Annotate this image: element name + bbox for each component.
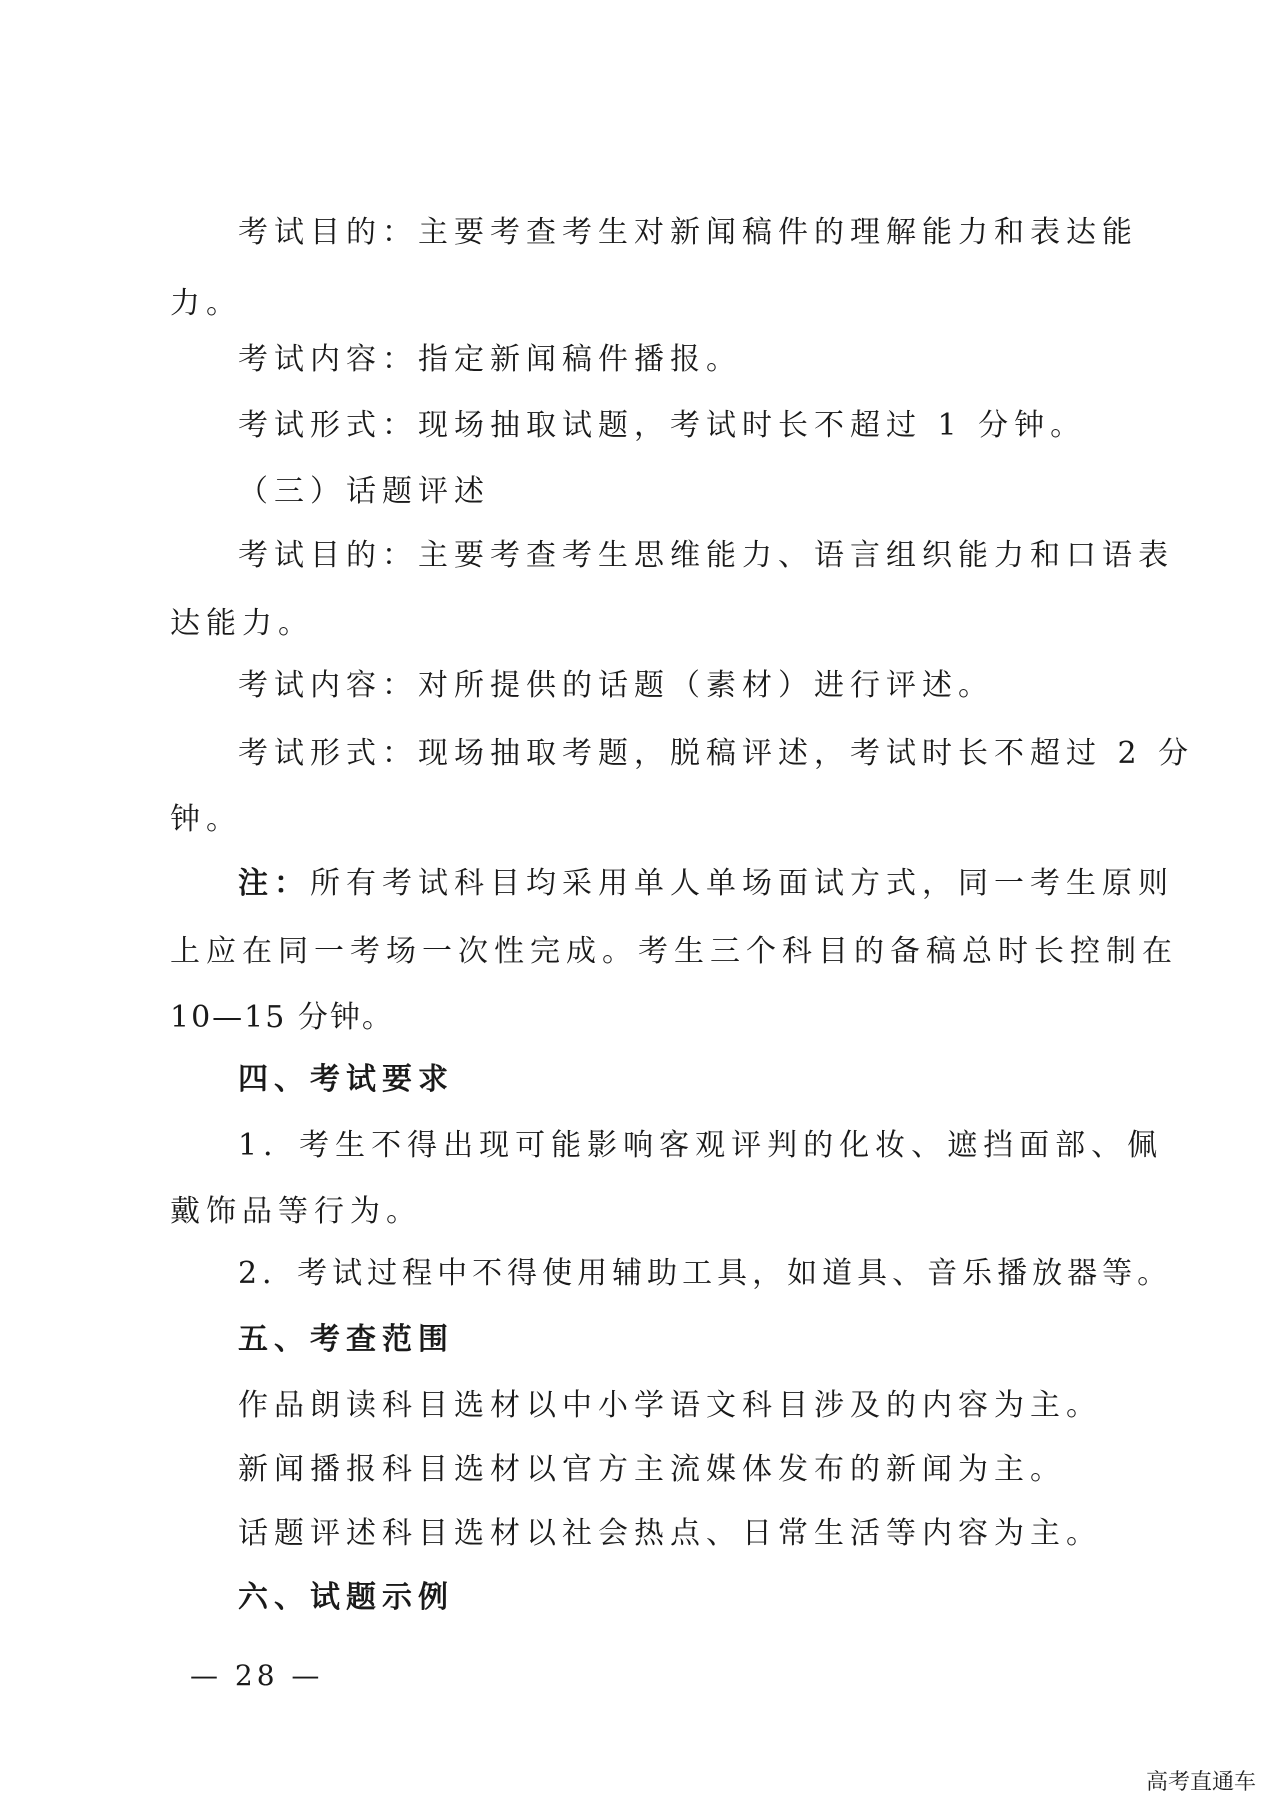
paragraph-line: 2．考试过程中不得使用辅助工具，如道具、音乐播放器等。 xyxy=(238,1256,1173,1291)
paragraph-line: 10—15 分钟。 xyxy=(170,1000,394,1035)
page-number: — 28 — xyxy=(190,1659,324,1692)
note-label: 注： xyxy=(238,866,310,901)
paragraph-line: 作品朗读科目选材以中小学语文科目涉及的内容为主。 xyxy=(238,1388,1102,1423)
paragraph-line: 考试内容：对所提供的话题（素材）进行评述。 xyxy=(238,668,994,703)
paragraph-line: 达能力。 xyxy=(170,606,314,641)
paragraph-line: 考试内容：指定新闻稿件播报。 xyxy=(238,342,742,377)
paragraph-line: 上应在同一考场一次性完成。考生三个科目的备稿总时长控制在 xyxy=(170,934,1178,969)
paragraph-line: 考试形式：现场抽取考题，脱稿评述，考试时长不超过 2 分 xyxy=(238,736,1195,771)
note-text: 所有考试科目均采用单人单场面试方式，同一考生原则 xyxy=(310,866,1174,901)
subsection-heading: （三）话题评述 xyxy=(238,474,490,509)
paragraph-line: 钟。 xyxy=(170,802,242,837)
paragraph-line: 考试目的：主要考查考生对新闻稿件的理解能力和表达能 xyxy=(238,215,1138,250)
paragraph-line: 话题评述科目选材以社会热点、日常生活等内容为主。 xyxy=(238,1516,1102,1551)
paragraph-line: 考试形式：现场抽取试题，考试时长不超过 1 分钟。 xyxy=(238,408,1087,443)
note-paragraph-line xyxy=(238,864,1174,904)
paragraph-line: 戴饰品等行为。 xyxy=(170,1194,422,1229)
paragraph-line: 新闻播报科目选材以官方主流媒体发布的新闻为主。 xyxy=(238,1452,1066,1487)
watermark-text: 高考直通车 xyxy=(1145,1770,1256,1795)
paragraph-line: 1．考生不得出现可能影响客观评判的化妆、遮挡面部、佩 xyxy=(238,1128,1164,1163)
paragraph-line: 力。 xyxy=(170,286,242,321)
section-heading: 五、考查范围 xyxy=(238,1322,454,1357)
paragraph-line: 考试目的：主要考查考生思维能力、语言组织能力和口语表 xyxy=(238,538,1174,573)
section-heading: 六、试题示例 xyxy=(238,1580,454,1615)
section-heading: 四、考试要求 xyxy=(238,1062,454,1097)
